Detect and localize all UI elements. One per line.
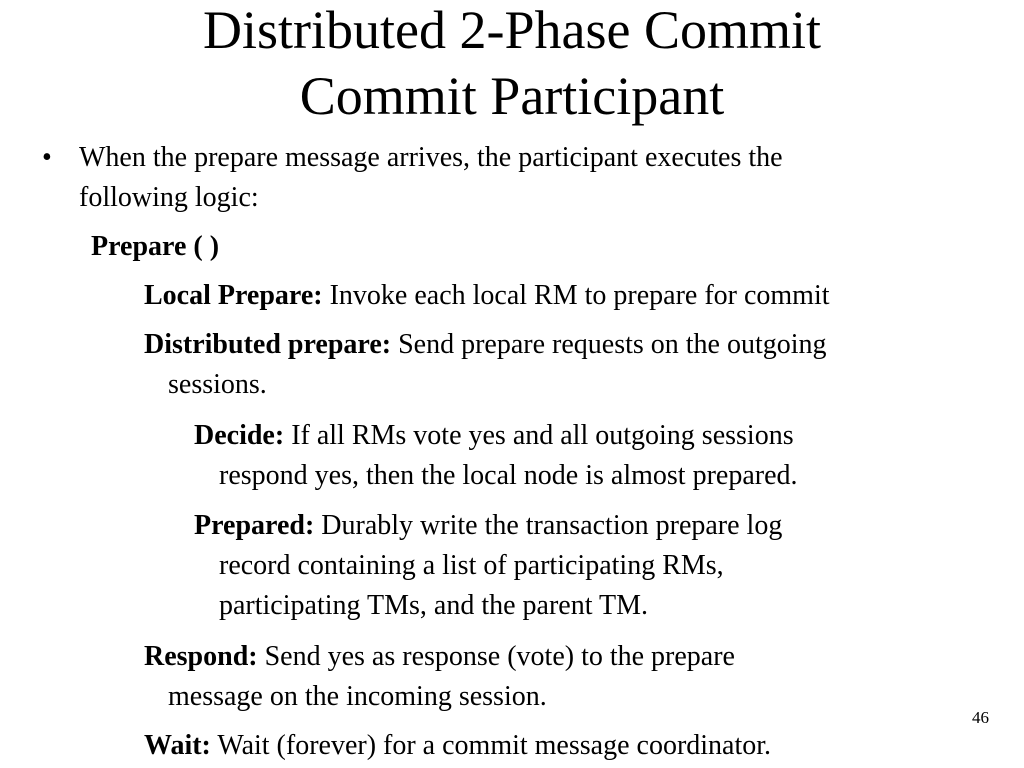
distributed-prepare-continuation: sessions. — [168, 369, 267, 400]
wait-text: Wait (forever) for a commit message coordinator. — [210, 730, 772, 761]
bullet-text-line-1: When the prepare message arrives, the participant executes the — [79, 142, 783, 173]
prepared-label: Prepared: — [194, 510, 315, 541]
respond-text: Send yes as response (vote) to the prepare — [257, 641, 735, 672]
page-number: 46 — [972, 708, 989, 727]
prepared-continuation-1: record containing a list of participating RMs, — [219, 550, 724, 581]
decide-continuation: respond yes, then the local node is almost prepared. — [219, 460, 798, 491]
local-prepare-label: Local Prepare: — [144, 280, 323, 311]
distributed-prepare-text: Send prepare requests on the outgoing — [391, 329, 827, 360]
wait-label: Wait: — [144, 730, 211, 761]
title-line-2: Commit Participant — [299, 66, 725, 126]
prepared-step — [194, 505, 782, 546]
decide-label: Decide: — [194, 420, 285, 451]
respond-label: Respond: — [144, 641, 258, 672]
local-prepare-step — [144, 275, 830, 316]
local-prepare-text: Invoke each local RM to prepare for commit — [322, 280, 830, 311]
prepared-continuation-2: participating TMs, and the parent TM. — [219, 590, 648, 621]
distributed-prepare-step — [144, 324, 827, 365]
distributed-prepare-label: Distributed prepare: — [144, 329, 392, 360]
respond-step — [144, 636, 735, 677]
wait-step — [144, 725, 771, 766]
respond-continuation: message on the incoming session. — [168, 681, 547, 712]
bullet-text-line-2: following logic: — [79, 182, 259, 213]
decide-text: If all RMs vote yes and all outgoing sessions — [284, 420, 794, 451]
prepared-text: Durably write the transaction prepare log — [314, 510, 783, 541]
bullet-icon: • — [42, 142, 52, 173]
decide-step — [194, 415, 794, 456]
prepare-heading: Prepare ( ) — [91, 231, 220, 262]
title-line-1: Distributed 2-Phase Commit — [203, 0, 821, 60]
slide-title — [0, 0, 1024, 129]
